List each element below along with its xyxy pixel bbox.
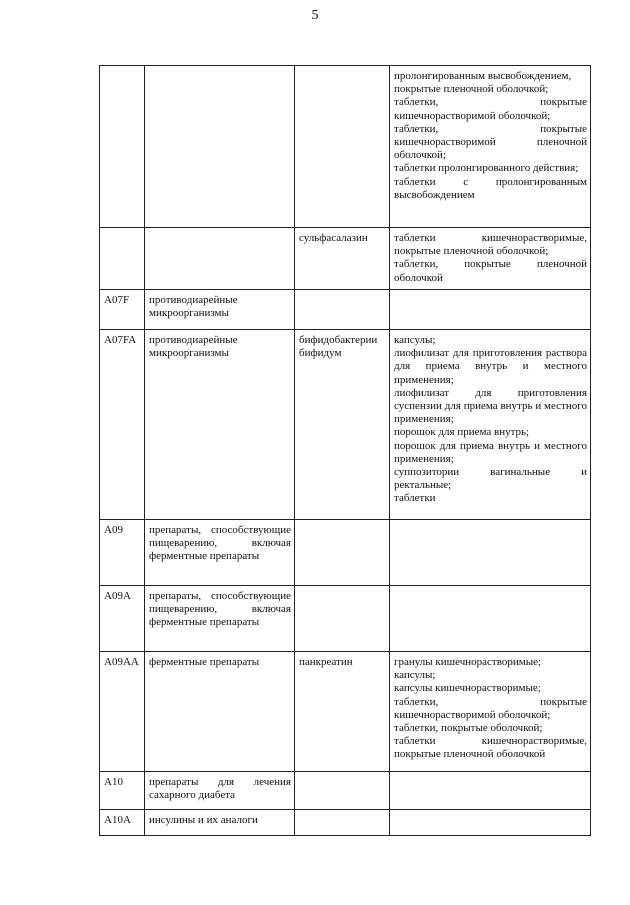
atc-code-cell: A07F bbox=[100, 290, 145, 330]
table-row bbox=[100, 520, 591, 586]
atc-code-cell bbox=[100, 66, 145, 228]
dosage-forms-cell bbox=[390, 66, 591, 228]
dosage-form: лиофилизат для приготовления суспензии для приема внутрь и местного применения; bbox=[394, 386, 587, 426]
group-name-cell: противодиарейные микроорганизмы bbox=[145, 330, 295, 520]
dosage-form: таблетки, покрытые кишечнорастворимой оболочкой; bbox=[394, 96, 587, 122]
drug-name-cell: панкреатин bbox=[295, 652, 390, 772]
drug-name-cell bbox=[295, 772, 390, 810]
dosage-form: таблетки пролонгированного действия; bbox=[394, 162, 579, 175]
table-row bbox=[100, 810, 591, 836]
dosage-form: таблетки кишечнорастворимые, покрытые пленочной оболочкой; bbox=[394, 232, 587, 258]
dosage-form: таблетки, покрытые пленочной оболочкой bbox=[394, 258, 587, 284]
group-name-cell: препараты, способствующие пищеварению, включая ферментные препараты bbox=[145, 586, 295, 652]
table-row bbox=[100, 330, 591, 520]
drug-name-cell bbox=[295, 520, 390, 586]
drug-name-cell bbox=[295, 810, 390, 836]
dosage-form: капсулы кишечнорастворимые; bbox=[394, 682, 541, 695]
dosage-form: порошок для приема внутрь и местного применения; bbox=[394, 439, 587, 465]
table-row bbox=[100, 290, 591, 330]
drug-name-cell bbox=[295, 66, 390, 228]
dosage-form: таблетки, покрытые оболочкой; bbox=[394, 722, 543, 735]
table-row bbox=[100, 586, 591, 652]
drug-table bbox=[99, 65, 591, 836]
dosage-form: таблетки bbox=[394, 492, 436, 505]
dosage-form: пролонгированным высвобождением, bbox=[394, 70, 572, 82]
group-name-cell bbox=[145, 66, 295, 228]
group-name-cell: ферментные препараты bbox=[145, 652, 295, 772]
drug-name-cell: бифидобактерии бифидум bbox=[295, 330, 390, 520]
table-row bbox=[100, 228, 591, 290]
dosage-form: покрытые пленочной оболочкой; bbox=[394, 83, 549, 96]
dosage-forms-cell bbox=[390, 586, 591, 652]
drug-name-cell bbox=[295, 290, 390, 330]
drug-name-cell bbox=[295, 586, 390, 652]
group-name-cell bbox=[145, 228, 295, 290]
drug-name-cell: сульфасалазин bbox=[295, 228, 390, 290]
dosage-forms-cell bbox=[390, 810, 591, 836]
atc-code-cell: A09A bbox=[100, 586, 145, 652]
group-name-cell: препараты для лечения сахарного диабета bbox=[145, 772, 295, 810]
dosage-forms-cell bbox=[390, 228, 591, 290]
group-name-cell: инсулины и их аналоги bbox=[145, 810, 295, 836]
atc-code-cell: A10A bbox=[100, 810, 145, 836]
dosage-forms-cell bbox=[390, 520, 591, 586]
dosage-form: таблетки, покрытые кишечнорастворимой оболочкой; bbox=[394, 695, 587, 721]
group-name-cell: препараты, способствующие пищеварению, включая ферментные препараты bbox=[145, 520, 295, 586]
dosage-form: таблетки с пролонгированным высвобождением bbox=[394, 175, 587, 201]
table-row bbox=[100, 66, 591, 228]
atc-code-cell: A07FA bbox=[100, 330, 145, 520]
atc-code-cell: A09AA bbox=[100, 652, 145, 772]
dosage-form: таблетки кишечнорастворимые, покрытые пленочной оболочкой bbox=[394, 735, 587, 761]
dosage-form: таблетки, покрытые кишечнорастворимой пленочной оболочкой; bbox=[394, 122, 587, 162]
page-number: 5 bbox=[311, 8, 319, 23]
dosage-form: гранулы кишечнорастворимые; bbox=[394, 656, 542, 668]
dosage-form: капсулы; bbox=[394, 669, 436, 682]
dosage-forms-cell bbox=[390, 652, 591, 772]
dosage-forms-cell bbox=[390, 330, 591, 520]
atc-code-cell bbox=[100, 228, 145, 290]
dosage-form: суппозитории вагинальные и ректальные; bbox=[394, 466, 587, 492]
atc-code-cell: A10 bbox=[100, 772, 145, 810]
dosage-form: капсулы; bbox=[394, 334, 436, 346]
dosage-form: лиофилизат для приготовления раствора для приема внутрь и местного применения; bbox=[394, 347, 587, 386]
dosage-form: порошок для приема внутрь; bbox=[394, 426, 530, 439]
atc-code-cell: A09 bbox=[100, 520, 145, 586]
group-name-cell: противодиарейные микроорганизмы bbox=[145, 290, 295, 330]
table-row bbox=[100, 652, 591, 772]
table-row bbox=[100, 772, 591, 810]
dosage-forms-cell bbox=[390, 772, 591, 810]
dosage-forms-cell bbox=[390, 290, 591, 330]
